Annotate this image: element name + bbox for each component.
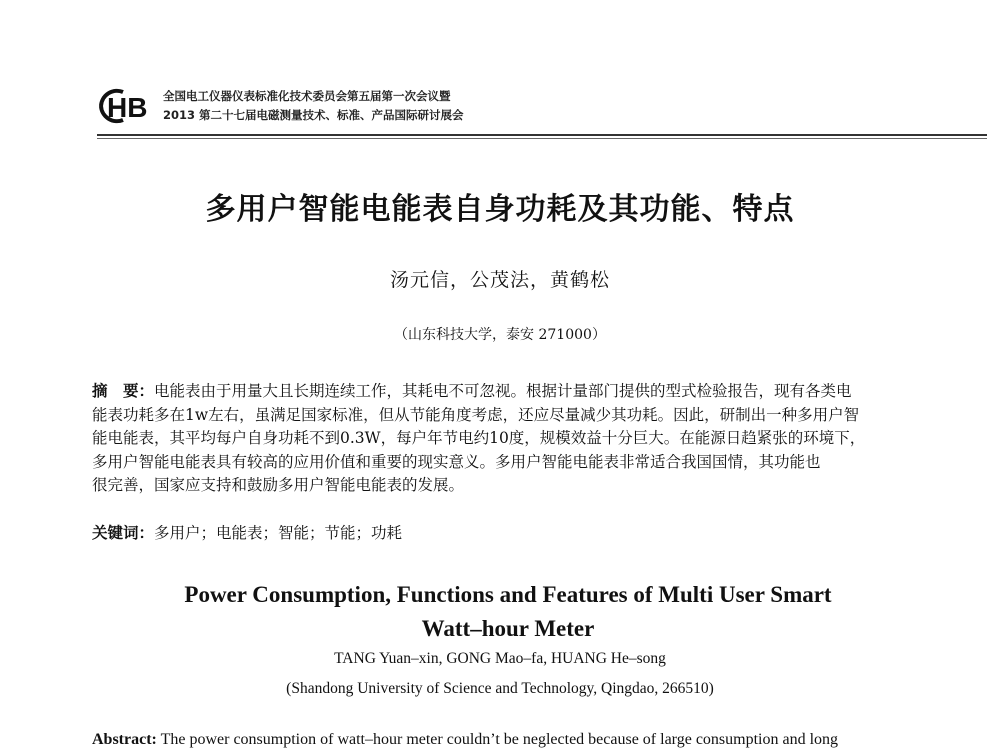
header-divider-thin [97,138,987,139]
header-line-2: 2013 第二十七届电磁测量技术、标准、产品国际研讨展会 [163,108,464,122]
abstract-cn-line: 多用户智能电能表具有较高的应用价值和重要的现实意义。多用户智能电能表非常适合我国国情，其功能也 [92,452,821,471]
authors-en: TANG Yuan–xin, GONG Mao–fa, HUANG He–song [334,650,666,667]
paper-title-cn: 多用户智能电能表自身功耗及其功能、特点 [205,192,795,227]
paper-title-en [80,578,936,646]
authors-cn: 汤元信，公茂法，黄鹤松 [389,269,610,291]
keywords-cn-label: 关键词： [92,524,155,542]
abstract-cn-line: 能电能表，其平均每户自身功耗不到0.3W，每户年节电约10度，规模效益十分巨大。在能源日趋紧张的环境下， [92,429,866,447]
keywords-cn-text: 多用户；电能表；智能；节能；功耗 [154,524,403,542]
affiliation-en: (Shandong University of Science and Technology, Qingdao, 266510) [286,680,714,697]
abstract-cn-line [92,380,944,404]
paper-title-en-line-1: Power Consumption, Functions and Features of Multi User Smart [184,582,832,607]
header-line-1: 全国电工仪器仪表标准化技术委员会第五届第一次会议暨 [163,89,451,103]
paper-title-en-line-2: Watt–hour Meter [421,616,595,641]
abstract-cn-text: 电能表由于用量大且长期连续工作，其耗电不可忽视。根据计量部门提供的型式检验报告，现有各类电 [154,382,852,400]
abstract-cn-line: 能表功耗多在1w左右，虽满足国家标准，但从节能角度考虑，还应尽量减少其功耗。因此，研制出一种多用户智 [92,405,860,424]
logo-text: HB [107,92,148,123]
abstract-en-label: Abstract: [92,731,157,748]
conference-logo [97,86,159,126]
abstract-en-text: The power consumption of watt–hour meter couldn’t be neglected because of large consumption and long [156,731,839,748]
abstract-en [92,731,992,749]
abstract-cn [92,380,944,498]
affiliation-cn: （山东科技大学，泰安 271000） [394,327,606,343]
conference-header [97,80,987,140]
header-divider [97,134,987,136]
abstract-cn-line: 很完善，国家应支持和鼓励多用户智能电能表的发展。 [92,476,465,494]
keywords-cn [92,521,402,543]
abstract-cn-label: 摘 要： [92,382,155,400]
